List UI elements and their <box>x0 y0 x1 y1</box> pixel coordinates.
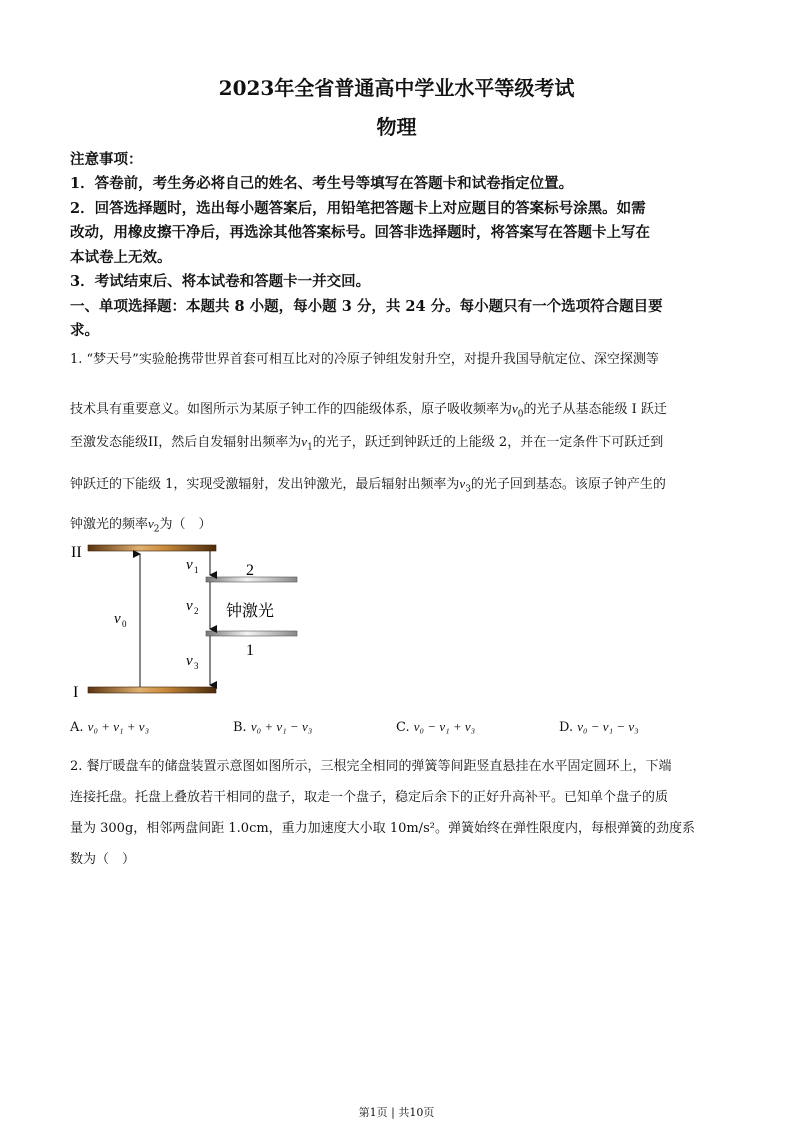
nu3-label: ν <box>186 653 193 669</box>
q2-line: 连接托盘。托盘上叠放若干相同的盘子，取走一个盘子，稳定后余下的正好升高补平。已知单个盘子的质 <box>70 790 669 805</box>
level-I-bar <box>88 687 216 693</box>
option-d[interactable]: D. ν₀ − ν₁ − ν₃ <box>559 719 639 735</box>
svg-text:3: 3 <box>194 661 199 671</box>
level-II-bar <box>88 545 216 551</box>
q1-line: 1. “梦天号”实验舱携带世界首套可相互比对的冷原子钟组发射升空，对提升我国导航定位、深空探测等 <box>70 352 659 367</box>
level-2-label: 2 <box>246 562 254 579</box>
section-heading: 一、单项选择题：本题共 8 小题，每小题 3 分，共 24 分。每小题只有一个选项符合题目要 <box>70 298 663 315</box>
notice-line: 改动，用橡皮擦干净后，再选涂其他答案标号。回答非选择题时，将答案写在答题卡上写在 <box>70 224 650 241</box>
level-II-label: II <box>71 544 82 561</box>
option-a[interactable]: A. ν₀ + ν₁ + ν₃ <box>70 719 150 735</box>
q1-line: 技术具有重要意义。如图所示为某原子钟工作的四能级体系，原子吸收频率为$\nu_0$的光子从基态能级 I 跃迁 <box>70 401 667 420</box>
page-footer: 第1页 | 共10页 <box>358 1106 435 1119</box>
option-b[interactable]: B. ν₀ + ν₁ − ν₃ <box>233 719 313 735</box>
q2-line: 量为 300g，相邻两盘间距 1.0cm，重力加速度大小取 10m/s²。弹簧始终在弹性限度内，每根弹簧的劲度系 <box>70 821 695 836</box>
notice-heading: 注意事项： <box>70 151 143 168</box>
level-1-bar <box>206 631 297 636</box>
notice-line: 本试卷上无效。 <box>70 249 172 266</box>
svg-text:2: 2 <box>194 606 199 616</box>
q1-line: 钟激光的频率$\nu_2$为（ ） <box>70 516 212 535</box>
option-c[interactable]: C. ν₀ − ν₁ + ν₃ <box>396 719 476 735</box>
clock-laser-label: 钟激光 <box>226 601 275 620</box>
section-heading-cont: 求。 <box>70 322 99 339</box>
notice-line: 1．答卷前，考生务必将自己的姓名、考生号等填写在答题卡和试卷指定位置。 <box>70 175 574 192</box>
notice-line: 3．考试结束后、将本试卷和答题卡一并交回。 <box>70 273 371 290</box>
exam-title: 2023年全省普通高中学业水平等级考试 <box>218 76 575 100</box>
notice-line: 2．回答选择题时，选出每小题答案后，用铅笔把答题卡上对应题目的答案标号涂黑。如需 <box>70 200 646 217</box>
q1-line: 至激发态能级II，然后自发辐射出频率为$\nu_1$的光子，跃迁到钟跃迁的上能级 2，并在一定条件下可跃迁到 <box>70 434 664 453</box>
q1-line: 钟跃迁的下能级 1，实现受激辐射，发出钟激光，最后辐射出频率为$\nu_3$的光子回到基态。该原子钟产生的 <box>70 476 666 495</box>
svg-text:1: 1 <box>194 565 199 575</box>
nu0-label: ν <box>114 611 121 627</box>
level-1-label: 1 <box>246 642 254 659</box>
nu1-label: ν <box>186 557 193 573</box>
q2-line: 数为（ ） <box>70 852 136 867</box>
q2-line: 2. 餐厅暖盘车的储盘装置示意图如图所示，三根完全相同的弹簧等间距竖直悬挂在水平固定圆环上，下端 <box>70 759 672 774</box>
svg-text:0: 0 <box>122 619 127 629</box>
subject-title: 物理 <box>376 115 417 139</box>
energy-level-diagram <box>60 535 320 710</box>
level-I-label: I <box>73 684 79 701</box>
nu2-label: ν <box>186 598 193 614</box>
